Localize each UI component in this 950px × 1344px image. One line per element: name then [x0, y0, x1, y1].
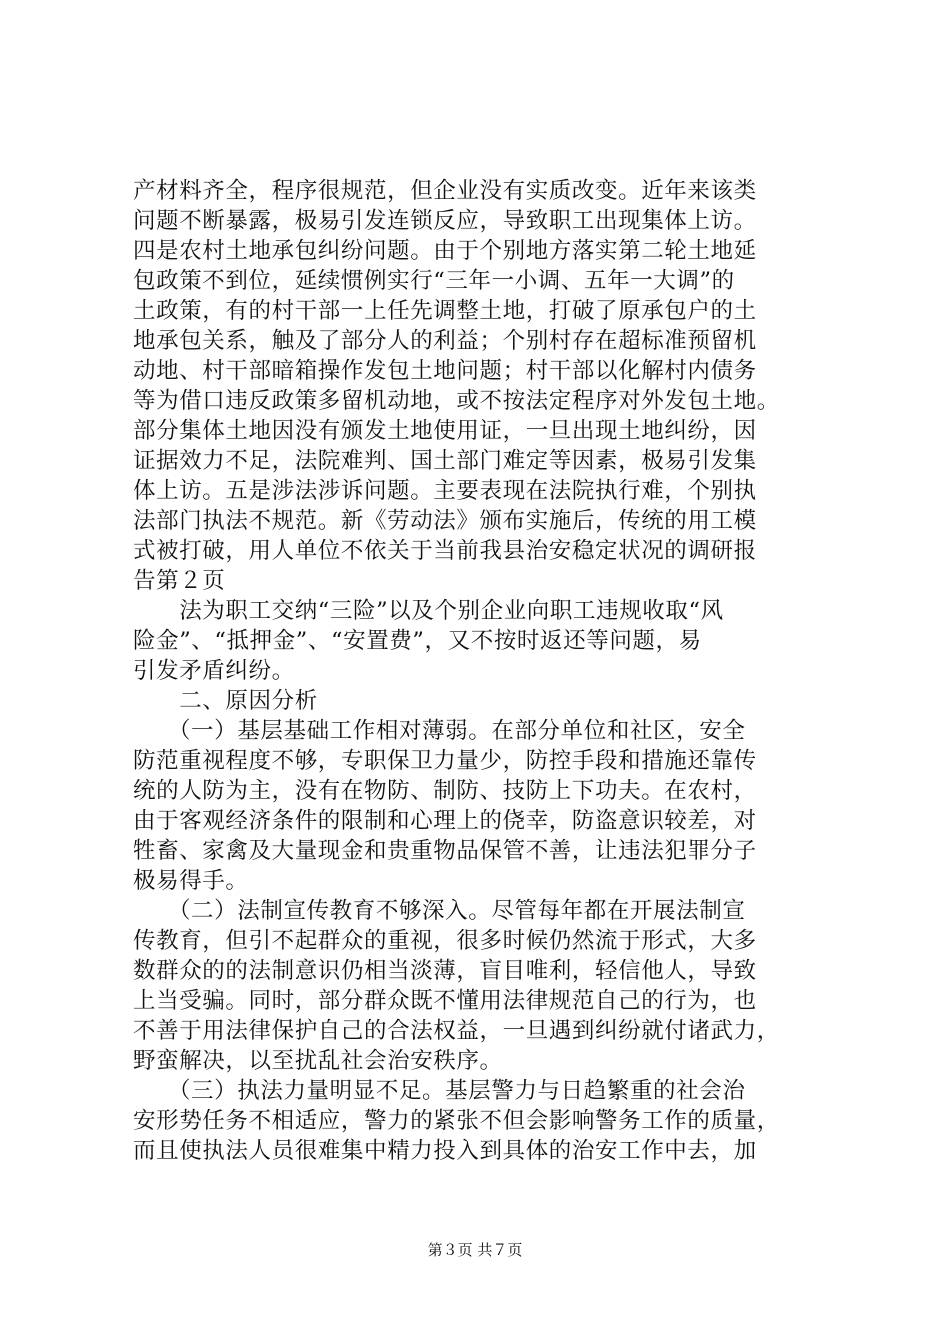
text-line: 上当受骗。同时，部分群众既不懂用法律规范自己的行为，也 — [133, 988, 757, 1014]
text-line: 传教育，但引不起群众的重视，很多时候仍然流于形式，大多 — [133, 928, 757, 954]
text-line: 体上访。五是涉法涉诉问题。主要表现在法院执行难，个别执 — [133, 478, 757, 504]
section-heading: 二、原因分析 — [133, 688, 318, 714]
document-body — [133, 176, 833, 1166]
text-line: 法为职工交纳“三险”以及个别企业向职工违规收取“风 — [133, 598, 724, 624]
text-line: 部分集体土地因没有颁发土地使用证，一旦出现土地纠纷，因 — [133, 418, 757, 444]
text-line: 动地、村干部暗箱操作发包土地问题；村干部以化解村内债务 — [133, 358, 757, 384]
text-line: （三）执法力量明显不足。基层警力与日趋繁重的社会治 — [133, 1078, 746, 1104]
text-line: 由于客观经济条件的限制和心理上的侥幸，防盗意识较差，对 — [133, 808, 757, 834]
text-line: 防范重视程度不够，专职保卫力量少，防控手段和措施还靠传 — [133, 748, 757, 774]
page-number-footer: 第３页 共７页 — [427, 1241, 523, 1259]
text-line: 式被打破，用人单位不依关于当前我县治安稳定状况的调研报 — [133, 538, 757, 564]
text-line: 安形势任务不相适应，警力的紧张不但会影响警务工作的质量， — [133, 1108, 780, 1134]
text-line: 四是农村土地承包纠纷问题。由于个别地方落实第二轮土地延 — [133, 238, 757, 264]
text-line: 包政策不到位，延续惯例实行“三年一小调、五年一大调”的 — [133, 268, 735, 294]
text-line: 险金”、“抵押金”、“安置费”，又不按时返还等问题，易 — [133, 628, 702, 654]
text-line: 等为借口违反政策多留机动地，或不按法定程序对外发包土地。 — [133, 388, 780, 414]
text-line: 不善于用法律保护自己的合法权益，一旦遇到纠纷就付诸武力， — [133, 1018, 780, 1044]
text-line: 地承包关系，触及了部分人的利益；个别村存在超标准预留机 — [133, 328, 757, 354]
text-line: （一）基层基础工作相对薄弱。在部分单位和社区，安全 — [133, 718, 746, 744]
text-line: 统的人防为主，没有在物防、制防、技防上下功夫。在农村， — [133, 778, 757, 804]
text-line: 土政策，有的村干部一上任先调整土地，打破了原承包户的土 — [133, 298, 757, 324]
text-line: 告第２页 — [133, 568, 226, 594]
text-line: 法部门执法不规范。新《劳动法》颁布实施后，传统的用工模 — [133, 508, 757, 534]
text-line: 野蛮解决，以至扰乱社会治安秩序。 — [133, 1048, 503, 1074]
text-line: 极易得手。 — [133, 868, 249, 894]
text-line: 而且使执法人员很难集中精力投入到具体的治安工作中去，加 — [133, 1138, 757, 1164]
text-line: 产材料齐全，程序很规范，但企业没有实质改变。近年来该类 — [133, 178, 757, 204]
text-line: 证据效力不足，法院难判、国土部门难定等因素，极易引发集 — [133, 448, 757, 474]
text-line: 牲畜、家禽及大量现金和贵重物品保管不善，让违法犯罪分子 — [133, 838, 757, 864]
text-line: 数群众的的法制意识仍相当淡薄，盲目唯利，轻信他人，导致 — [133, 958, 757, 984]
text-line: 引发矛盾纠纷。 — [133, 658, 295, 684]
text-line: 问题不断暴露，极易引发连锁反应，导致职工出现集体上访。 — [133, 208, 757, 234]
text-line: （二）法制宣传教育不够深入。尽管每年都在开展法制宣 — [133, 898, 746, 924]
